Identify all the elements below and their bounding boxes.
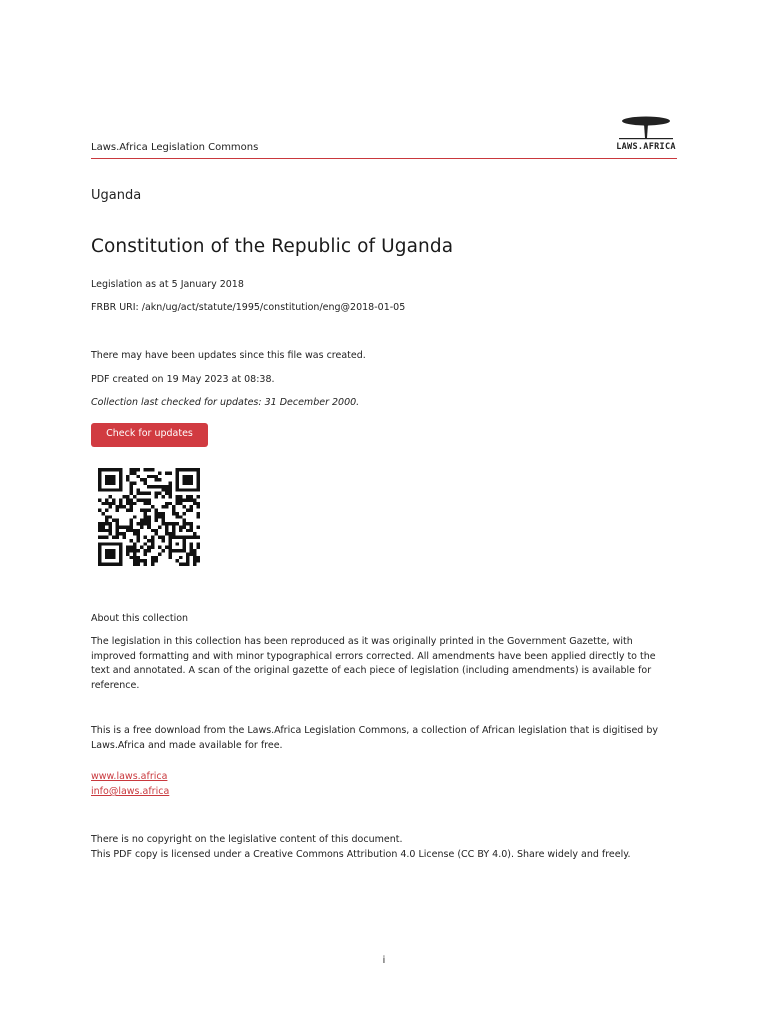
last-checked-note: Collection last checked for updates: 31 December 2000. — [91, 397, 360, 408]
qr-code-icon — [98, 468, 200, 566]
document-title: Constitution of the Republic of Uganda — [91, 236, 454, 257]
site-name: Laws.Africa Legislation Commons — [91, 142, 259, 153]
page-number: i — [382, 955, 386, 966]
laws-africa-logo — [615, 114, 677, 152]
legislation-date: Legislation as at 5 January 2018 — [91, 279, 244, 290]
check-for-updates-button[interactable]: Check for updates — [91, 423, 208, 447]
about-heading: About this collection — [91, 613, 189, 624]
tree-icon — [615, 114, 677, 140]
license-notice: This PDF copy is licensed under a Creative Commons Attribution 4.0 License (CC BY 4.0). Share widely and freely. — [91, 849, 631, 860]
copyright-notice: There is no copyright on the legislative content of this document. — [91, 834, 403, 845]
pdf-created-date: PDF created on 19 May 2023 at 08:38. — [91, 374, 275, 385]
free-download-paragraph: This is a free download from the Laws.Africa Legislation Commons, a collection of African legislation that is digitised by Laws.Africa and made available for free. — [91, 725, 658, 751]
about-paragraph: The legislation in this collection has been reproduced as it was originally printed in the Government Gazette, with improved formatting and with minor typographical errors corrected. All amendments have been applied directly to the text and annotated. A scan of the original gazette of each piece of legislation (including amendments) is available for reference. — [91, 636, 656, 691]
email-link[interactable]: info@laws.africa — [91, 786, 170, 797]
website-link[interactable]: www.laws.africa — [91, 771, 168, 782]
frbr-uri: FRBR URI: /akn/ug/act/statute/1995/constitution/eng@2018-01-05 — [91, 302, 406, 313]
logo-text: LAWS.AFRICA — [616, 142, 676, 152]
country-label: Uganda — [91, 188, 142, 203]
qr-code[interactable] — [98, 468, 200, 566]
page-header — [91, 112, 677, 159]
updates-notice: There may have been updates since this file was created. — [91, 350, 366, 361]
document-page — [91, 0, 677, 1024]
